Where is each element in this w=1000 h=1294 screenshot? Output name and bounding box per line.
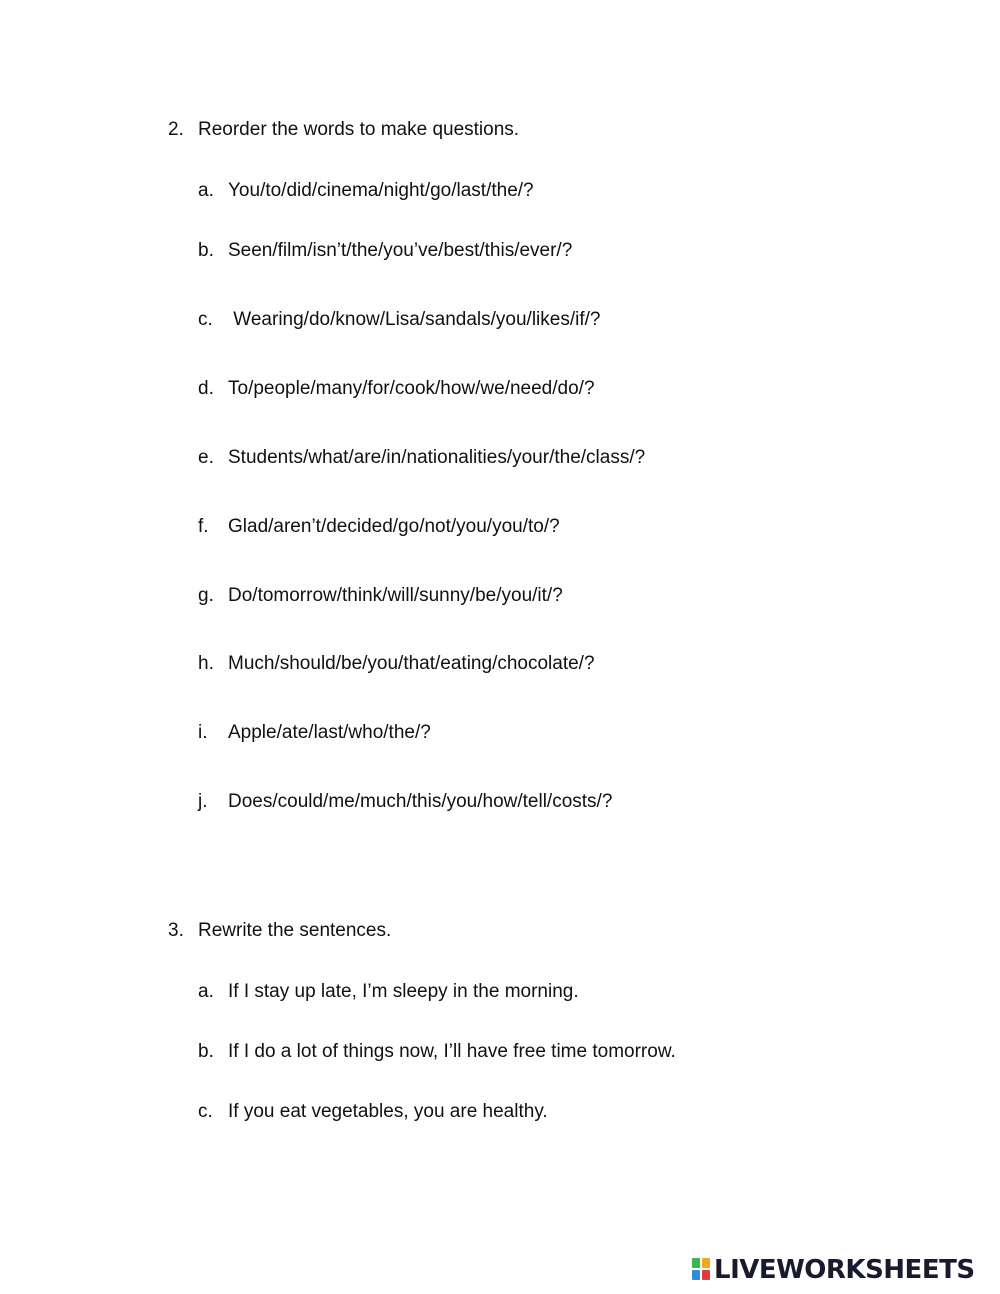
list-item-letter: e. [198,447,214,468]
list-item-letter: b. [198,240,214,261]
list-item-text: If I do a lot of things now, I’ll have free time tomorrow. [228,1041,676,1062]
list-item-letter: a. [198,981,214,1002]
list-item-letter: a. [198,180,214,201]
list-item-letter: j. [198,791,208,812]
list-item-letter: c. [198,309,213,330]
logo-text: LIVEWORKSHEETS [714,1255,975,1285]
section-3-number: 3. [168,920,184,941]
list-item-text: Do/tomorrow/think/will/sunny/be/you/it/? [228,585,563,606]
list-item-text: If you eat vegetables, you are healthy. [228,1101,548,1122]
section-2-number: 2. [168,119,184,140]
list-item-letter: i. [198,722,208,743]
list-item-letter: f. [198,516,209,537]
list-item-text: Much/should/be/you/that/eating/chocolate/? [228,653,595,674]
list-item-letter: d. [198,378,214,399]
section-2-heading: Reorder the words to make questions. [198,119,520,140]
list-item-letter: h. [198,653,214,674]
list-item-text: Wearing/do/know/Lisa/sandals/you/likes/if/? [228,309,601,330]
list-item-text: If I stay up late, I’m sleepy in the morning. [228,981,579,1002]
list-item-text: Does/could/me/much/this/you/how/tell/costs/? [228,791,613,812]
list-item-text: Glad/aren’t/decided/go/not/you/you/to/? [228,516,560,537]
liveworksheets-logo-icon [692,1258,712,1282]
liveworksheets-logo [692,1254,975,1286]
list-item-text: Seen/film/isn’t/the/you’ve/best/this/ever/? [228,240,573,261]
list-item-text: You/to/did/cinema/night/go/last/the/? [228,180,534,201]
list-item-letter: c. [198,1101,213,1122]
list-item-letter: b. [198,1041,214,1062]
list-item-text: To/people/many/for/cook/how/we/need/do/? [228,378,595,399]
list-item-text: Students/what/are/in/nationalities/your/the/class/? [228,447,646,468]
list-item-text: Apple/ate/last/who/the/? [228,722,431,743]
section-3-heading: Rewrite the sentences. [198,920,392,941]
list-item-letter: g. [198,585,214,606]
